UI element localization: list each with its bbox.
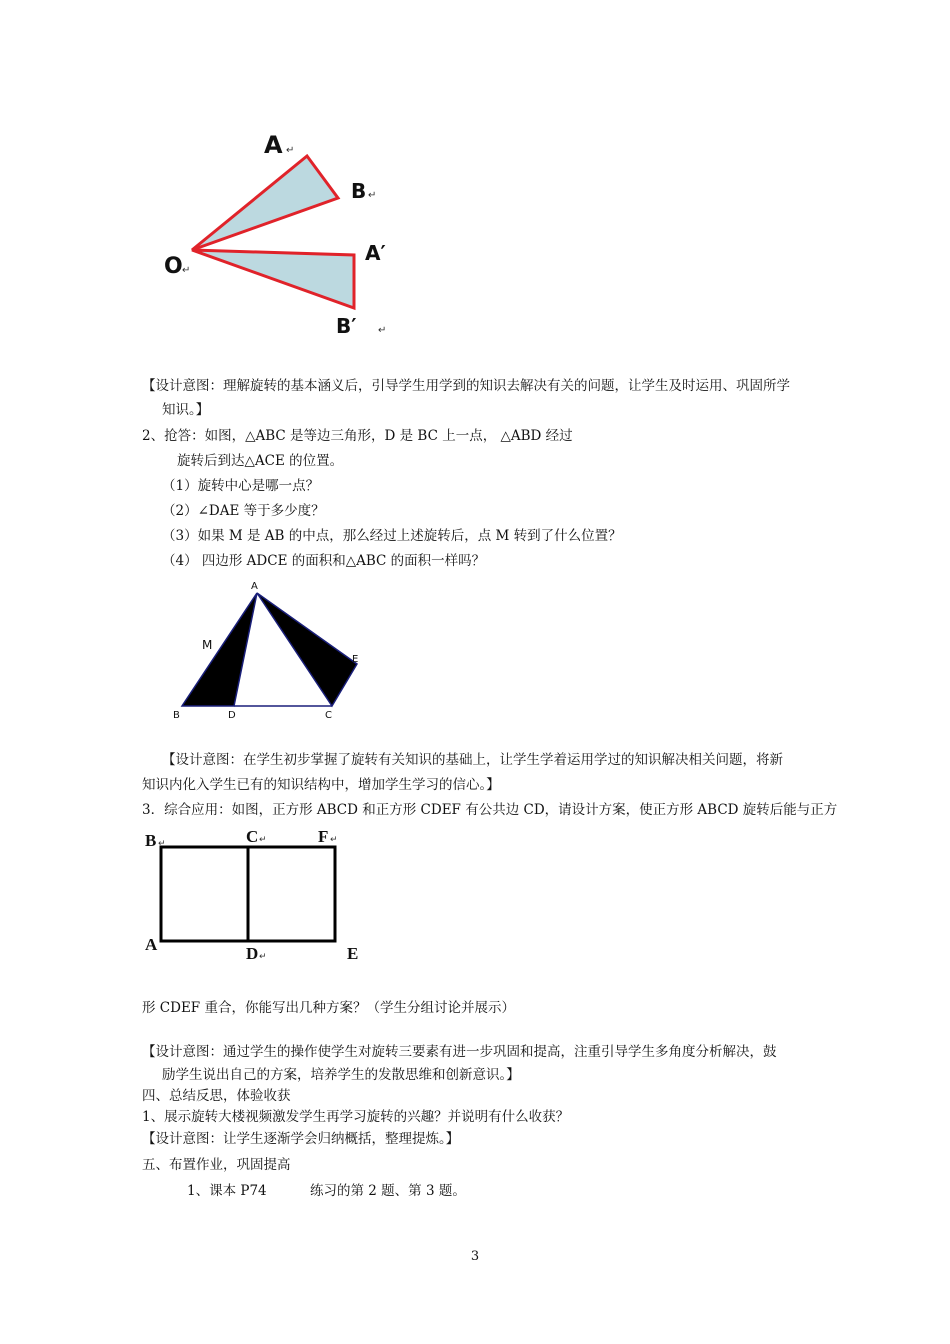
return-mark: ↵ bbox=[158, 839, 166, 849]
design-intent-1: 【设计意图：理解旋转的基本涵义后，引导学生用学到的知识去解决有关的问题，让学生及时运用、巩固所学 bbox=[142, 378, 790, 394]
label-b: B bbox=[351, 179, 367, 203]
label-d: D bbox=[228, 710, 236, 721]
section-4-item-1: 1、展示旋转大楼视频激发学生再学习旋转的兴趣？并说明有什么收获？ bbox=[142, 1109, 570, 1125]
label-m: M bbox=[202, 638, 213, 652]
question-2-part-4: （4） 四边形 ADCE 的面积和△ABC 的面积一样吗？ bbox=[162, 553, 486, 569]
label-o: O bbox=[164, 254, 183, 279]
return-mark: ↵ bbox=[330, 835, 338, 845]
square-cdef bbox=[248, 847, 335, 941]
return-mark: ↵ bbox=[378, 325, 387, 336]
homework-item-1: 1、课本 P74 bbox=[187, 1183, 267, 1199]
design-intent-2-cont: 知识内化入学生已有的知识结构中，增加学生学习的信心。】 bbox=[142, 777, 500, 793]
label-c: C bbox=[325, 710, 332, 721]
label-b-prime: B′ bbox=[336, 314, 357, 338]
return-mark: ↵ bbox=[259, 835, 267, 845]
triangle-oab bbox=[192, 156, 338, 250]
question-3-cont: 形 CDEF 重合，你能写出几种方案？（学生分组讨论并展示） bbox=[142, 1000, 515, 1016]
design-intent-1-cont: 知识。】 bbox=[162, 402, 210, 418]
question-3: 3．综合应用：如图，正方形 ABCD 和正方形 CDEF 有公共边 CD，请设计方案，使正方形 ABCD 旋转后能与正方 bbox=[142, 802, 838, 818]
two-squares-figure bbox=[140, 822, 375, 967]
label-b: B bbox=[173, 710, 180, 721]
triangle-abd bbox=[182, 593, 257, 706]
label-e: E bbox=[352, 654, 359, 665]
label-c: C bbox=[246, 827, 259, 846]
page-number: 3 bbox=[470, 1249, 480, 1264]
triangle-oa-prime-b-prime bbox=[192, 250, 354, 308]
rotation-figure bbox=[150, 120, 410, 345]
square-abcd bbox=[161, 847, 248, 941]
label-b: B bbox=[145, 831, 157, 850]
return-mark: ↵ bbox=[286, 145, 295, 156]
label-a: A bbox=[145, 935, 158, 954]
label-d: D bbox=[246, 944, 259, 963]
design-intent-3: 【设计意图：通过学生的操作使学生对旋转三要素有进一步巩固和提高，注重引导学生多角度分析解决，鼓 bbox=[142, 1044, 777, 1060]
return-mark: ↵ bbox=[182, 265, 191, 276]
design-intent-3-cont: 励学生说出自己的方案，培养学生的发散思维和创新意识。】 bbox=[162, 1067, 520, 1083]
question-2-part-1: （1）旋转中心是哪一点？ bbox=[162, 478, 320, 494]
label-a: A bbox=[264, 131, 283, 159]
design-intent-2: 【设计意图：在学生初步掌握了旋转有关知识的基础上，让学生学着运用学过的知识解决相关问题，将新 bbox=[162, 752, 783, 768]
section-4-heading: 四、总结反思，体验收获 bbox=[142, 1088, 291, 1104]
triangle-ace bbox=[257, 593, 357, 706]
label-f: F bbox=[318, 827, 329, 846]
section-5-heading: 五、布置作业，巩固提高 bbox=[142, 1157, 291, 1173]
return-mark: ↵ bbox=[368, 190, 377, 201]
return-mark: ↵ bbox=[259, 952, 267, 962]
question-2-cont: 旋转后到达△ACE 的位置。 bbox=[177, 453, 344, 469]
design-intent-4: 【设计意图：让学生逐渐学会归纳概括，整理提炼。】 bbox=[142, 1131, 460, 1147]
label-e: E bbox=[347, 944, 359, 963]
question-2-part-2: （2）∠DAE 等于多少度？ bbox=[162, 503, 325, 519]
question-2: 2、抢答：如图，△ABC 是等边三角形，D 是 BC 上一点， △ABD 经过 bbox=[142, 428, 573, 444]
homework-item-1-detail: 练习的第 2 题、第 3 题。 bbox=[310, 1183, 466, 1199]
label-a-prime: A′ bbox=[365, 241, 386, 265]
equilateral-triangle-figure bbox=[165, 575, 375, 725]
question-2-part-3: （3）如果 M 是 AB 的中点，那么经过上述旋转后，点 M 转到了什么位置？ bbox=[162, 528, 622, 544]
label-a: A bbox=[251, 581, 258, 592]
